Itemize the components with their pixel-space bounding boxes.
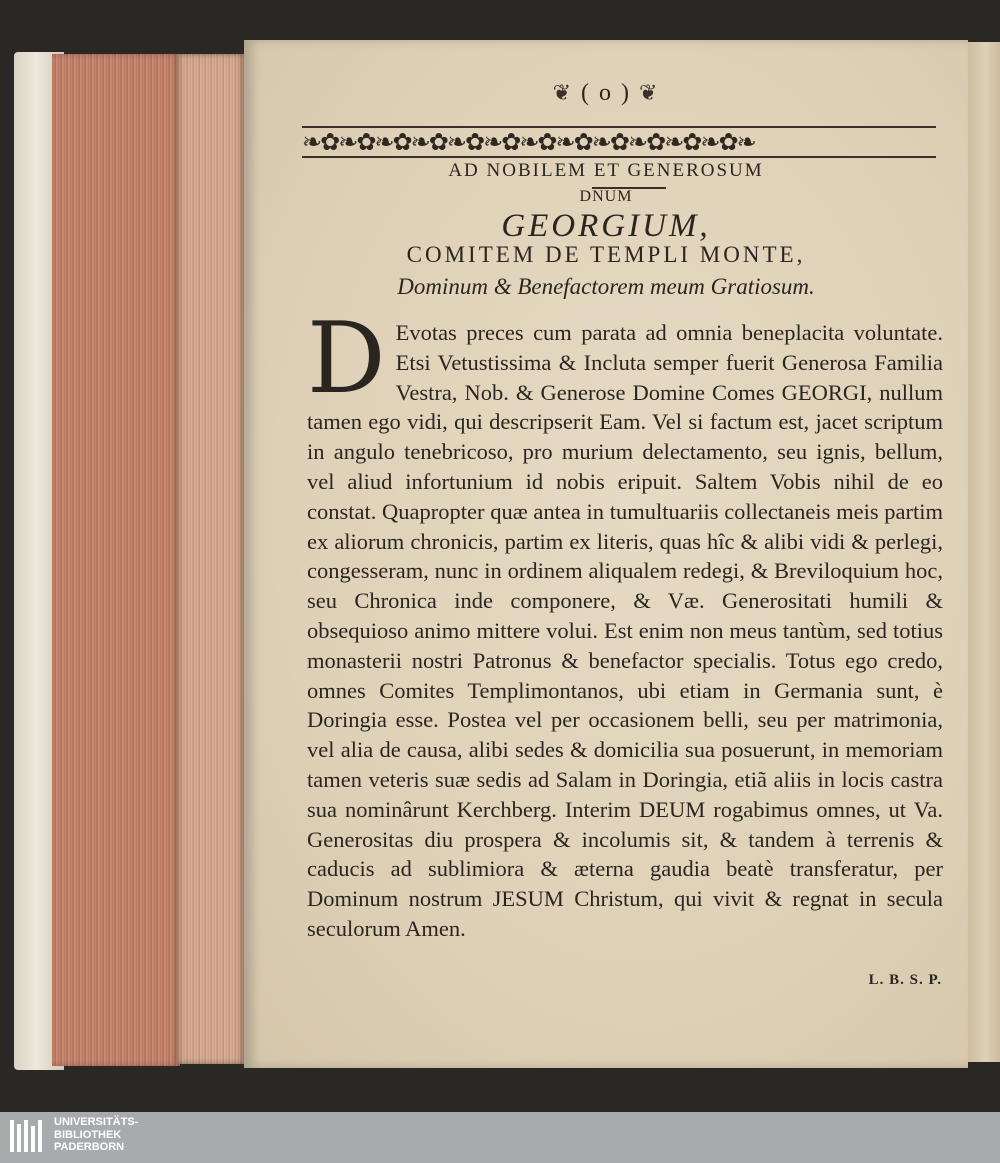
ornament-band [302,126,936,158]
library-footer [0,1112,1000,1163]
page-edges-left [52,54,180,1066]
recipient-epithet: Dominum & Benefactorem meum Gratiosum. [397,274,815,299]
book-page [244,40,968,1068]
library-name-line1: UNIVERSITÄTS- [54,1116,139,1128]
library-name-line3: PADERBORN [54,1141,125,1153]
next-page-edge [964,42,1000,1062]
drop-cap: D [307,302,386,416]
body-paragraph: Evotas preces cum parata ad omnia beneplacita voluntate. Etsi Vetustissima & Incluta semper fuerit Generosa Familia Vestra, Nob. & Generose Domine Comes GEORGI, nullum tamen ego vidi, qui descripserit Eam. Vel si factum est, jacet scriptum in angulo tenebricoso, pro murium delectamento, seu ignis, bellum, vel aliud infortunium id nobis eripuit. Saltem Vobis nihil de eo constat. Quapropter quæ antea in tumultuariis collectaneis meis partim ex aliorum chronicis, partim ex literis, quas hîc & alibi vidi & perlegi, congesseram, nunc in ordinem aliqualem redegi, & Breviloquium hoc, seu Chronica inde componere, & Væ. Generositati humili & obsequioso animo mittere volui. Est enim non meus tantùm, sed totius monasterii nostri Patronus & benefactor specialis. Totus ego credo, omnes Comites Templimontanos, ubi etiam in Germania sunt, è Doringia esse. Postea vel per occasionem belli, seu per matrimonia, vel alia de causa, alibi sedes & domicilia sua posuerunt, in memoriam tamen veteris suæ sedis ad Salam in Doringia, etiã aliis in locis castra sua nominârunt Kerchberg. Interim DEUM rogabimus omnes, ut Va. Generositas diu prospera & incolumis sit, & tandem à terrenis & caducis ad sublimiora & æterna gaudia beatè transferatur, per Dominum nostrum JESUM Christum, qui vivit & regnat in secula seculorum Amen. [307,320,943,941]
library-name [54,1116,138,1154]
library-name-line2: BIBLIOTHEK [54,1128,122,1141]
page-edges-right [178,54,244,1064]
dnum-abbrev: DNUM [579,188,633,205]
ornament-band-pattern: ❧✿❧✿❧✿❧✿❧✿❧✿❧✿❧✿❧✿❧✿❧✿❧✿❧ [302,129,755,156]
library-logo-icon [8,1116,48,1156]
dedication-body [307,302,943,944]
right-fleuron-icon: ❦ [638,80,660,105]
page-number-line [244,80,968,107]
left-fleuron-icon: ❦ [552,80,573,105]
dedication-line: AD NOBILEM ET GENEROSUM [448,160,764,181]
recipient-title: COMITEM DE TEMPLI MONTE, [406,242,806,267]
page-number: ( o ) [581,80,631,106]
author-initials: L. B. S. P. [868,972,942,988]
recipient-name: GEORGIUM, [501,208,711,244]
